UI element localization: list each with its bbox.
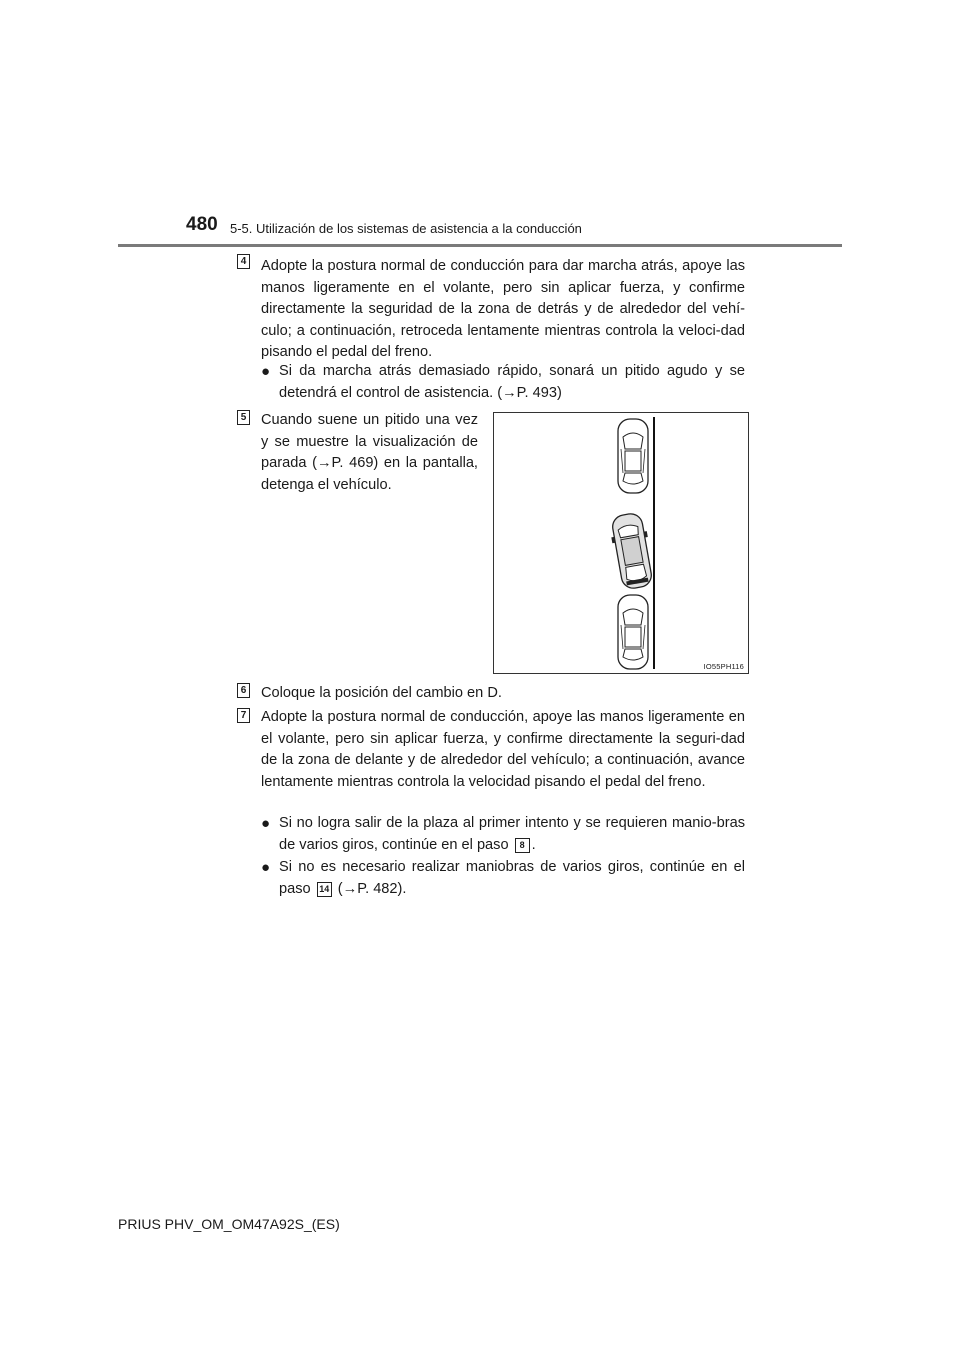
section-title: 5-5. Utilización de los sistemas de asistencia a la conducción <box>230 221 582 236</box>
bullet-dot: ● <box>261 815 271 832</box>
bullet-dot: ● <box>261 363 271 380</box>
maneuvering-car <box>608 511 656 590</box>
parking-figure <box>493 412 749 674</box>
parked-car-bottom <box>618 595 648 669</box>
step-ref-badge[interactable]: 14 <box>317 882 332 897</box>
step-7-badge: 7 <box>237 708 250 723</box>
step-7-bullet-1-text: Si no logra salir de la plaza al primer intento y se requieren manio-bras de varios giros, continúe en el paso <box>279 815 745 853</box>
step-6-badge: 6 <box>237 683 250 698</box>
parking-diagram <box>494 413 748 673</box>
step-6-text: Coloque la posición del cambio en D. <box>261 685 502 701</box>
step-ref-badge[interactable]: 8 <box>515 838 530 853</box>
step-5-text: Cuando suene un pitido una vez y se muestre la visualización de parada (→P. 469) en la pantalla, detenga el vehículo. <box>261 412 478 493</box>
bullet-dot: ● <box>261 859 271 876</box>
step-4-bullet <box>261 361 745 404</box>
step-7-text: Adopte la postura normal de conducción, apoye las manos ligeramente en el volante, pero sin aplicar fuerza, y confirme directamente la seguri-dad de la zona de delante y de alrededor del vehículo; a continuación, avance lentamente mientras controla la velocidad pisando el pedal del freno. <box>261 709 745 790</box>
parking-line <box>653 417 655 669</box>
step-7-bullet-2-end: (→P. 482). <box>337 880 407 897</box>
parked-car-top <box>618 419 648 493</box>
step-4-text: Adopte la postura normal de conducción para dar marcha atrás, apoye las manos ligeramente en el volante, pero sin aplicar fuerza, y confirme directamente la seguridad de la zona de detrás y de alrededor del vehí-culo; a continuación, retroceda lentamente mientras controla la veloci-dad pisando el pedal del freno. <box>261 258 745 360</box>
figure-code: IO55PH116 <box>703 662 744 671</box>
step-7-bullet-1-end: . <box>531 836 536 853</box>
step-4-bullet-text: Si da marcha atrás demasiado rápido, sonará un pitido agudo y se detendrá el control de asistencia. (→P. 493) <box>279 363 745 401</box>
step-7-bullet-2 <box>261 857 745 900</box>
step-4-badge: 4 <box>237 254 250 269</box>
page-number: 480 <box>186 214 218 235</box>
step-7-bullet-1 <box>261 813 745 856</box>
step-7-bullet-2-text: Si no es necesario realizar maniobras de varios giros, continúe en el paso <box>279 859 745 897</box>
header-rule <box>118 244 842 247</box>
footer-code: PRIUS PHV_OM_OM47A92S_(ES) <box>118 1216 340 1232</box>
step-5-badge: 5 <box>237 410 250 425</box>
